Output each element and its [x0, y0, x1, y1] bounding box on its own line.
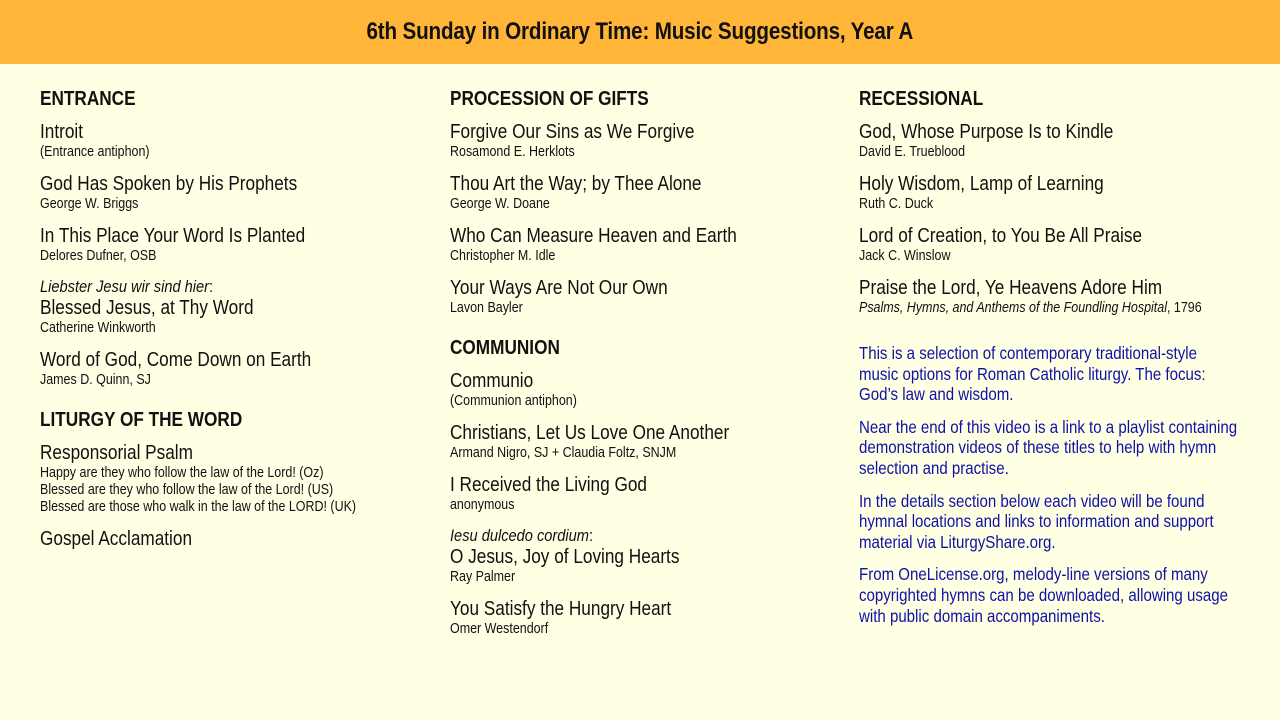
hymn-original-name: Iesu dulcedo cordium: [450, 526, 589, 545]
hymn-item: [859, 225, 1239, 265]
hymn-author: Armand Nigro, SJ + Claudia Foltz, SNJM: [450, 445, 677, 461]
gospel-acclamation-title: Gospel Acclamation: [40, 528, 193, 550]
hymn-item: [450, 474, 840, 514]
hymn-title: Your Ways Are Not Our Own: [450, 277, 668, 299]
hymn-original-title: [40, 277, 375, 297]
psalm-title: Responsorial Psalm: [40, 442, 193, 464]
hymn-item: [40, 349, 430, 389]
section-heading-communion: COMMUNION: [450, 337, 560, 359]
hymn-author: Jack C. Winslow: [859, 248, 951, 264]
hymn-title: Holy Wisdom, Lamp of Learning: [859, 173, 1104, 195]
psalm-item: [40, 442, 430, 516]
hymn-title: Praise the Lord, Ye Heavens Adore Him: [859, 277, 1163, 299]
hymn-title: God Has Spoken by His Prophets: [40, 173, 298, 195]
note-paragraph: Near the end of this video is a link to a playlist containing demonstration videos of these titles to help with hymn selection and practise.: [859, 416, 1238, 478]
hymn-source-book: Psalms, Hymns, and Anthems of the Foundling Hospital: [859, 300, 1167, 316]
hymn-author: Ruth C. Duck: [859, 196, 934, 212]
hymn-author: David E. Trueblood: [859, 144, 966, 160]
section-heading-procession-of-gifts: PROCESSION OF GIFTS: [450, 88, 649, 110]
psalm-response-us: Blessed are they who follow the law of the Lord! (US): [40, 482, 334, 498]
hymn-title: Christians, Let Us Love One Another: [450, 422, 730, 444]
hymn-item: [40, 277, 430, 337]
hymn-title: In This Place Your Word Is Planted: [40, 225, 306, 247]
hymn-item: [450, 526, 840, 586]
section-heading-liturgy-of-the-word: LITURGY OF THE WORD: [40, 409, 243, 431]
notes-block: [859, 343, 1239, 626]
hymn-original-suffix: :: [209, 277, 214, 296]
hymn-author: Lavon Bayler: [450, 300, 523, 316]
hymn-original-suffix: :: [588, 526, 594, 545]
hymn-title: God, Whose Purpose Is to Kindle: [859, 121, 1114, 143]
hymn-item: [450, 422, 840, 462]
hymn-item: [40, 225, 430, 265]
hymn-author: Ray Palmer: [450, 569, 516, 585]
hymn-author: Rosamond E. Herklots: [450, 144, 575, 160]
hymn-author: anonymous: [450, 497, 515, 513]
hymn-item: [450, 598, 840, 638]
hymn-title: Thou Art the Way; by Thee Alone: [450, 173, 702, 195]
hymn-author: George W. Briggs: [40, 196, 139, 212]
hymn-title: Blessed Jesus, at Thy Word: [40, 297, 254, 319]
page-title: 6th Sunday in Ordinary Time: Music Suggestions, Year A: [366, 18, 914, 45]
note-paragraph: This is a selection of contemporary traditional-style music options for Roman Catholic liturgy. The focus: God’s law and wisdom.: [859, 343, 1206, 405]
hymn-title: Lord of Creation, to You Be All Praise: [859, 225, 1143, 247]
hymn-item: [450, 173, 840, 213]
hymn-title: Word of God, Come Down on Earth: [40, 349, 312, 371]
hymn-source: [859, 300, 1202, 317]
hymn-author: (Entrance antiphon): [40, 144, 150, 160]
hymn-author: James D. Quinn, SJ: [40, 372, 151, 388]
column-right: [859, 88, 1239, 638]
hymn-title: O Jesus, Joy of Loving Hearts: [450, 546, 680, 568]
hymn-title: You Satisfy the Hungry Heart: [450, 598, 672, 620]
section-heading-entrance: ENTRANCE: [40, 88, 136, 110]
hymn-item: [40, 121, 430, 161]
hymn-item: [450, 370, 840, 410]
hymn-author: Delores Dufner, OSB: [40, 248, 157, 264]
hymn-title: Introit: [40, 121, 84, 143]
hymn-author: Omer Westendorf: [450, 621, 549, 637]
note-paragraph: In the details section below each video will be found hymnal locations and links to information and support material via LiturgyShare.org.: [859, 490, 1214, 552]
hymn-item: [859, 173, 1239, 213]
acclamation-item: [40, 528, 430, 551]
hymn-item: [450, 277, 840, 317]
header-banner: [0, 0, 1280, 64]
psalm-response-oz: Happy are they who follow the law of the Lord! (Oz): [40, 465, 324, 481]
hymn-original-name: Liebster Jesu wir sind hier: [40, 277, 210, 296]
hymn-author: Christopher M. Idle: [450, 248, 556, 264]
column-middle: [450, 88, 840, 650]
hymn-original-title: [450, 526, 785, 546]
hymn-author: George W. Doane: [450, 196, 550, 212]
hymn-author: Catherine Winkworth: [40, 320, 156, 336]
hymn-item: [859, 277, 1239, 317]
section-heading-recessional: RECESSIONAL: [859, 88, 984, 110]
hymn-item: [859, 121, 1239, 161]
hymn-item: [40, 173, 430, 213]
note-paragraph: From OneLicense.org, melody-line versions of many copyrighted hymns can be downloaded, allowing usage with public domain accompaniments.: [859, 564, 1228, 626]
psalm-response-uk: Blessed are those who walk in the law of the LORD! (UK): [40, 499, 357, 515]
hymn-author: (Communion antiphon): [450, 393, 577, 409]
hymn-item: [450, 121, 840, 161]
hymn-source-year: , 1796: [1166, 300, 1202, 316]
hymn-title: Who Can Measure Heaven and Earth: [450, 225, 737, 247]
column-left: [40, 88, 430, 563]
hymn-title: I Received the Living God: [450, 474, 647, 496]
hymn-item: [450, 225, 840, 265]
hymn-title: Forgive Our Sins as We Forgive: [450, 121, 695, 143]
hymn-title: Communio: [450, 370, 534, 392]
